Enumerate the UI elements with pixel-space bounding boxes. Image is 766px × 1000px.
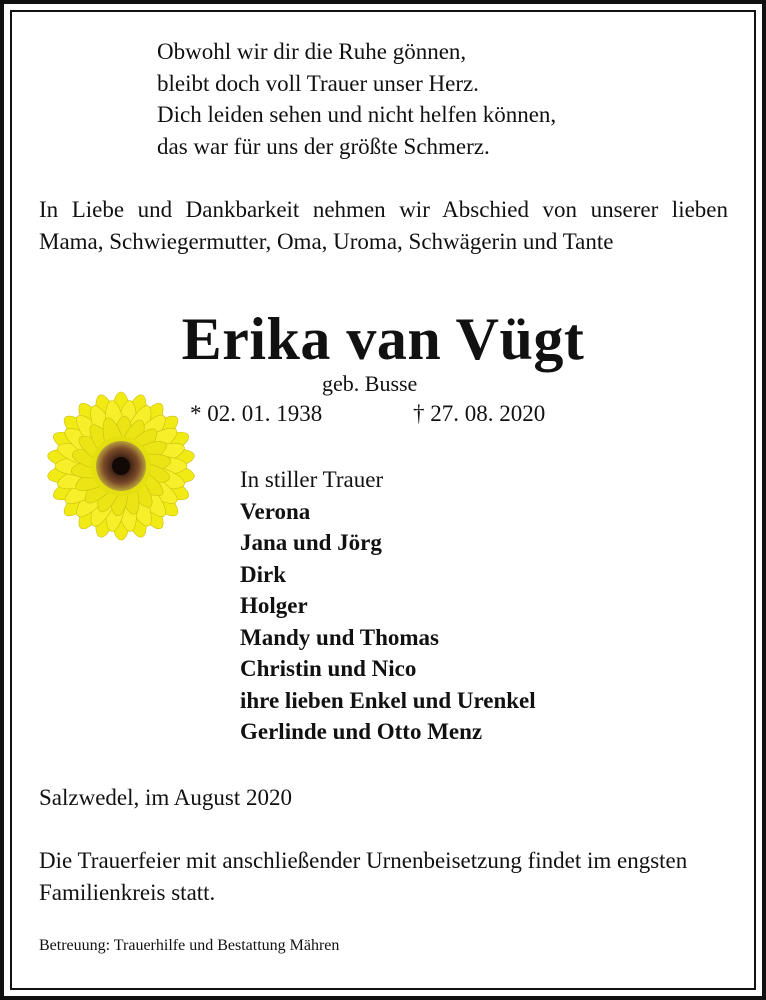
mourners-list [240,464,536,748]
gerbera-flower-icon [37,388,201,548]
maiden-name: geb. Busse [322,371,418,396]
funeral-home-credit: Betreuung: Trauerhilfe und Bestattung Mähren [39,937,340,954]
poem-line: das war für uns der größte Schmerz. [157,133,490,159]
birth-date: * 02. 01. 1938 [190,401,323,426]
intro-text: In Liebe und Dankbarkeit nehmen wir Abschied von unserer lieben Mama, Schwiegermutter, Oma, Uroma, Schwägerin und Tante [39,197,728,254]
poem [157,36,556,162]
mourner-name: ihre lieben Enkel und Urenkel [240,687,536,713]
death-date: † 27. 08. 2020 [413,401,546,426]
mourner-name: Gerlinde und Otto Menz [240,719,483,744]
mourner-name: Mandy und Thomas [240,624,439,650]
mourner-name: Holger [240,593,308,618]
mourner-name: Christin und Nico [240,656,417,681]
ceremony-notice: Die Trauerfeier mit anschließender Urnenbeisetzung findet im engsten Familienkreis statt. [39,848,688,905]
deceased-name: Erika van Vügt [181,306,585,372]
mourner-name: Jana und Jörg [240,530,382,555]
poem-line: Obwohl wir dir die Ruhe gönnen, [157,39,467,64]
mourning-label: In stiller Trauer [240,467,384,492]
poem-line: bleibt doch voll Trauer unser Herz. [157,70,479,96]
mourner-name: Verona [240,498,311,524]
mourner-name: Dirk [240,561,286,587]
place-date: Salzwedel, im August 2020 [39,785,292,810]
poem-line: Dich leiden sehen und nicht helfen können, [157,102,557,127]
